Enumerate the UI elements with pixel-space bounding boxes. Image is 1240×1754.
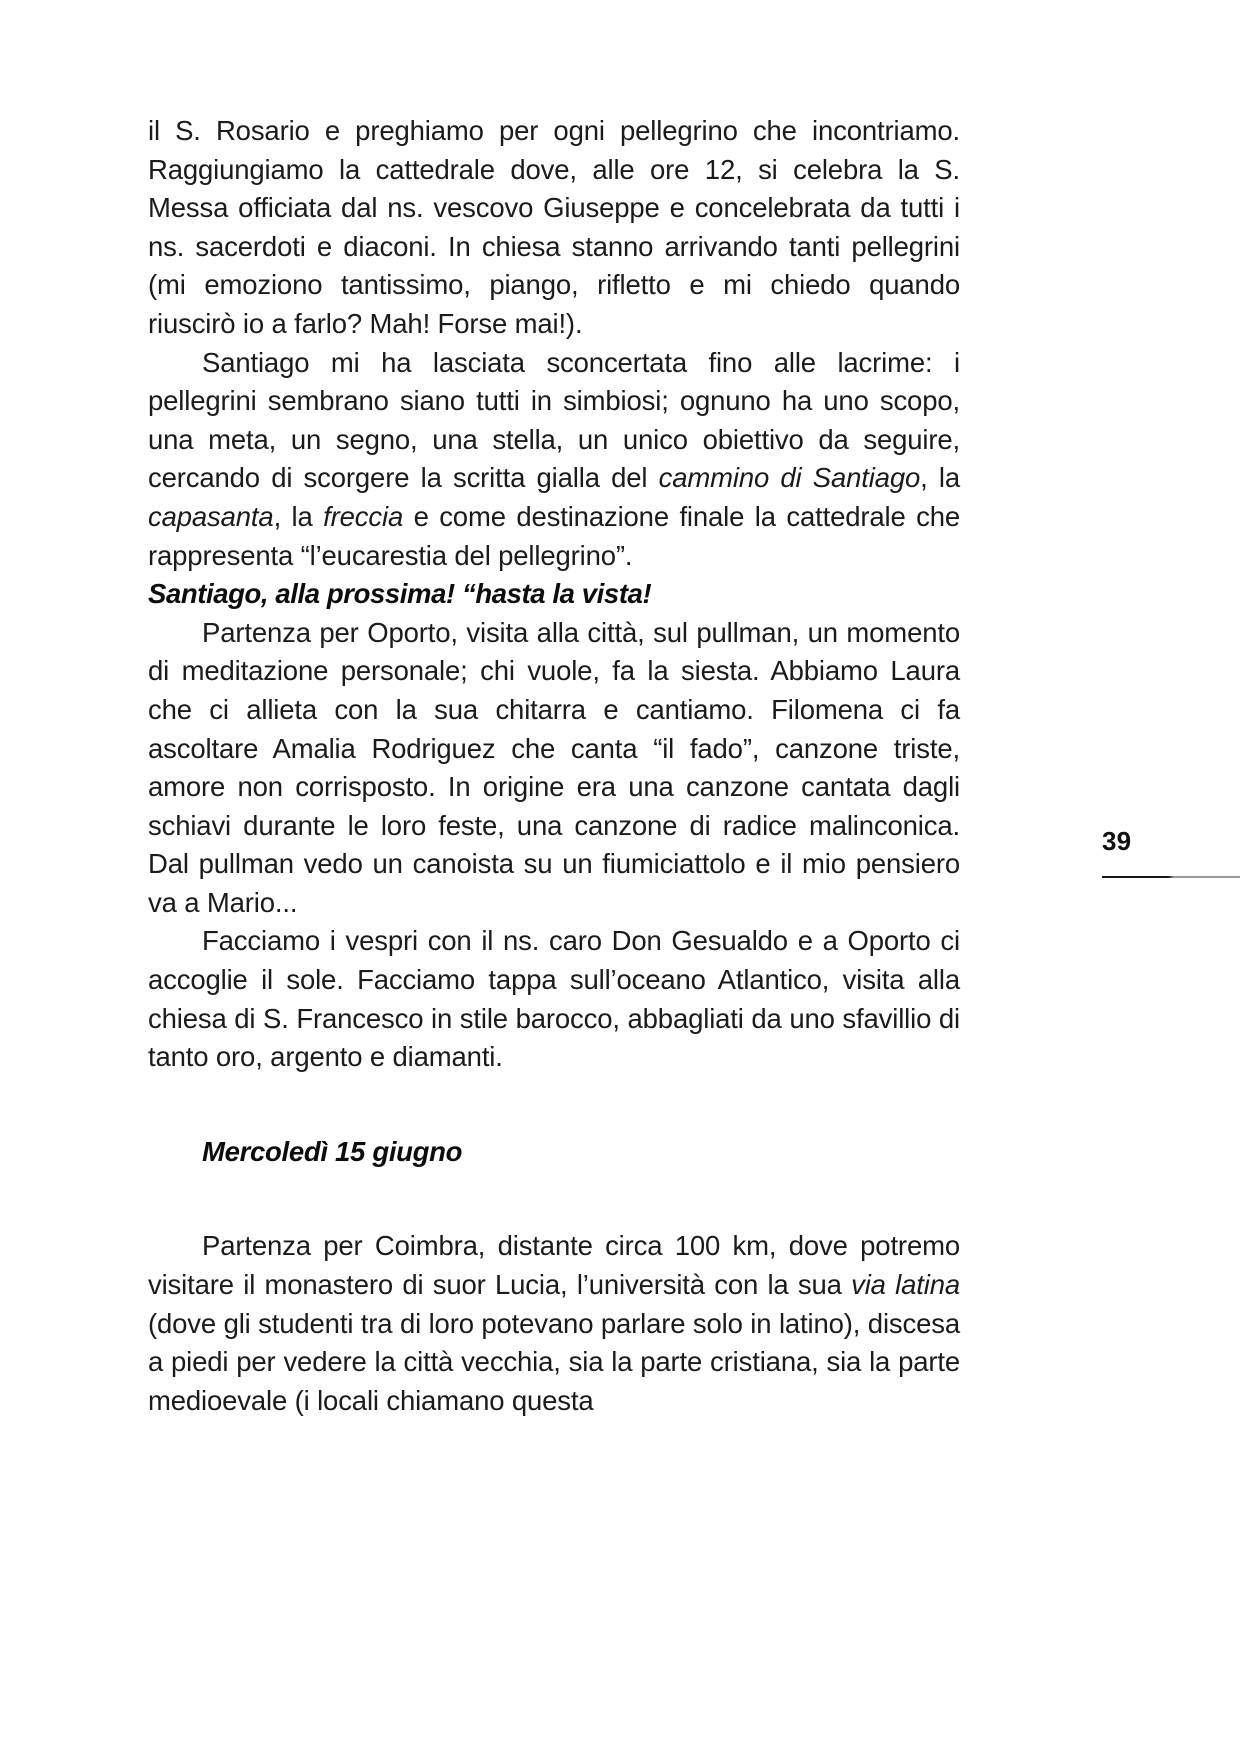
emphasis-freccia: freccia (323, 500, 404, 532)
text-column (148, 112, 960, 1420)
paragraph-santiago-text-1: Santiago mi ha lasciata sconcertata fino alle lacrime: i pellegrini sembrano siano tutti in simbiosi; ognuno ha uno scopo, una meta, un segno, una stella, un unico obiettivo da seguire, cercando di scorgere la scritta gialla del (148, 346, 960, 494)
paragraph-santiago-text-3: , la (273, 500, 324, 532)
paragraph-oporto-text: Partenza per Oporto, visita alla città, sul pullman, un momento di meditazione personale; chi vuole, fa la siesta. Abbiamo Laura che ci allieta con la sua chitarra e cantiamo. Filomena ci fa ascoltare Amalia Rodriguez che canta “il fado”, canzone triste, amore non corrisposto. In origine era una canzone cantata dagli schiavi durante le loro feste, una canzone di radice malinconica. Dal pullman vedo un canoista su un fiumiciattolo e il mio pensiero va a Mario... (148, 616, 960, 918)
paragraph-coimbra-text-1: Partenza per Coimbra, distante circa 100 km, dove potremo visitare il monastero di suor Lucia, l’università con la sua (148, 1230, 960, 1301)
emphasis-capasanta: capasanta (148, 500, 274, 532)
day-heading: Mercoledì 15 giugno (202, 1135, 463, 1167)
paragraph-vespri-text: Facciamo i vespri con il ns. caro Don Gesualdo e a Oporto ci accoglie il sole. Facciamo tappa sull’oceano Atlantico, visita alla chiesa di S. Francesco in stile barocco, abbagliati da uno sfavillio di tanto oro, argento e diamanti. (148, 925, 960, 1073)
paragraph-oporto (148, 614, 960, 923)
exclamation-line-santiago: Santiago, alla prossima! “hasta la vista! (148, 578, 652, 610)
paragraph-coimbra-text-2: (dove gli studenti tra di loro potevano parlare solo in latino), discesa a piedi per vedere la città vecchia, sia la parte cristiana, sia la parte medioevale (i locali chiamano questa (148, 1307, 960, 1416)
paragraph-santiago-text-2: , la (920, 462, 960, 494)
page-number-block (1102, 826, 1240, 856)
emphasis-cammino-di-santiago: cammino di Santiago (658, 462, 921, 494)
paragraph-coimbra (148, 1227, 960, 1420)
paragraph-vespri (148, 922, 960, 1076)
emphasis-via-latina: via latina (851, 1269, 960, 1301)
paragraph-opening-text: il S. Rosario e preghiamo per ogni pellegrino che incontriamo. Raggiungiamo la cattedrale dove, alle ore 12, si celebra la S. Messa officiata dal ns. vescovo Giuseppe e concelebrata da tutti i ns. sacerdoti e diaconi. In chiesa stanno arrivando tanti pellegrini (mi emoziono tantissimo, piango, rifletto e mi chiedo quando riuscirò io a farlo? Mah! Forse mai!). (148, 115, 960, 339)
paragraph-opening (148, 112, 960, 344)
page-number: 39 (1102, 826, 1132, 856)
paragraph-santiago (148, 344, 960, 576)
page-number-rule (1102, 876, 1240, 878)
spacer-after-heading (148, 1171, 960, 1227)
paragraph-santiago-text-4: e come destinazione finale la cattedrale che rappresenta “l’eucarestia del pellegrino”. (148, 500, 961, 571)
spacer-before-heading (148, 1077, 960, 1133)
